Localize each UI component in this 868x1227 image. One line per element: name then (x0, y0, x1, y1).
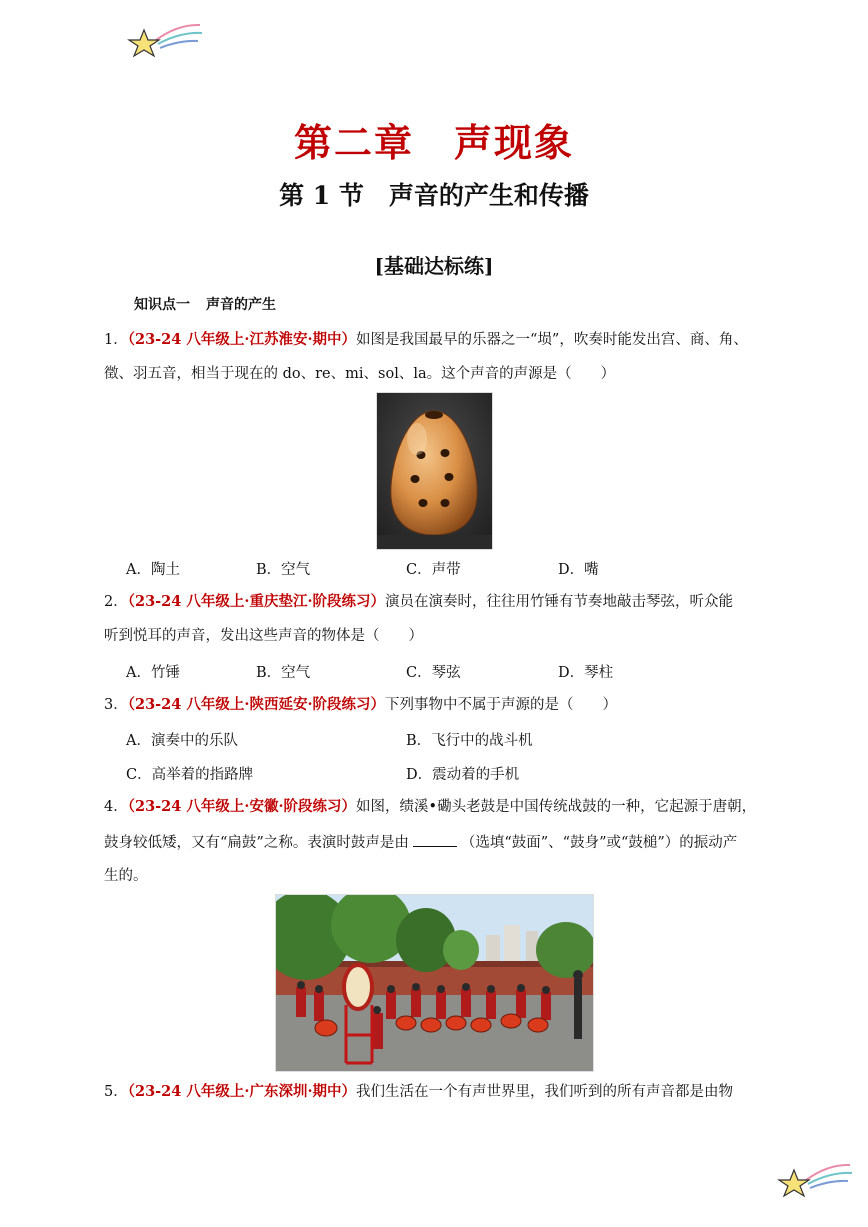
question-number: 4． (104, 799, 128, 815)
q2-option-c: C．琴弦 (406, 665, 461, 681)
answer-blank[interactable] (413, 832, 457, 847)
question-4-line-2 (104, 832, 737, 853)
q3-option-c: C．高举着的指路牌 (126, 767, 254, 783)
knowledge-point-title: 声音的产生 (206, 297, 276, 313)
question-number: 3． (104, 697, 128, 713)
drum-performance-image (275, 894, 594, 1072)
question-4-line-3: 生的。 (104, 868, 148, 884)
question-text: （选填“鼓面”、“鼓身”或“鼓槌”）的振动产 (460, 835, 738, 851)
question-number: 1． (104, 332, 128, 348)
q3-option-a: A．演奏中的乐队 (126, 733, 238, 749)
q2-option-d: D．琴柱 (558, 665, 614, 681)
q1-option-a: A．陶土 (126, 562, 180, 578)
question-text: 演员在演奏时，往往用竹锤有节奏地敲击琴弦，听众能 (385, 594, 734, 610)
q1-option-c: C．声带 (406, 562, 461, 578)
q3-option-d: D．震动着的手机 (406, 767, 520, 783)
question-2-line-2: 听到悦耳的声音，发出这些声音的物体是（ ） (104, 628, 423, 644)
knowledge-point-heading (134, 294, 276, 314)
star-icon (776, 1158, 856, 1203)
q2-option-a: A．竹锤 (126, 665, 180, 681)
question-5-line-1 (104, 1082, 733, 1102)
question-text: 如图是我国最早的乐器之一“埙”，吹奏时能发出宫、商、角、 (356, 332, 748, 348)
question-1-line-1 (104, 330, 748, 350)
q1-option-d: D．嘴 (558, 562, 599, 578)
question-source: （23-24 八年级上·江苏淮安·期中） (127, 331, 357, 348)
q2-option-b: B．空气 (256, 665, 311, 681)
decor-star-top-left (126, 18, 206, 63)
q1-option-b: B．空气 (256, 562, 311, 578)
question-text: 如图，绩溪•磡头老鼓是中国传统战鼓的一种，它起源于唐朝， (356, 799, 757, 815)
xun-ocarina-image (376, 392, 493, 550)
question-3-line-1 (104, 695, 617, 715)
question-source: （23-24 八年级上·广东深圳·期中） (127, 1083, 357, 1100)
chapter-title: 第二章 声现象 (293, 120, 574, 165)
question-2-line-1 (104, 592, 733, 612)
question-1-line-2: 徵、羽五音，相当于现在的 do、re、mi、sol、la。这个声音的声源是（ ） (104, 366, 616, 382)
question-4-line-1 (104, 797, 756, 817)
q3-option-b: B．飞行中的战斗机 (406, 733, 533, 749)
knowledge-point-label: 知识点一 (134, 297, 190, 313)
question-text: 下列事物中不属于声源的是（ ） (385, 697, 618, 713)
question-source: （23-24 八年级上·安徽·阶段练习） (127, 798, 357, 815)
question-number: 2． (104, 594, 128, 610)
star-icon (126, 18, 206, 63)
question-source: （23-24 八年级上·陕西延安·阶段练习） (127, 696, 386, 713)
decor-star-bottom-right (776, 1158, 856, 1203)
question-text: 我们生活在一个有声世界里，我们听到的所有声音都是由物 (356, 1084, 734, 1100)
practice-title: [基础达标练] (374, 254, 494, 278)
question-number: 5． (104, 1084, 128, 1100)
question-text: 鼓身较低矮，又有“扁鼓”之称。表演时鼓声是由 (104, 835, 409, 851)
question-source: （23-24 八年级上·重庆垫江·阶段练习） (127, 593, 386, 610)
section-title: 第 1 节 声音的产生和传播 (279, 181, 589, 210)
